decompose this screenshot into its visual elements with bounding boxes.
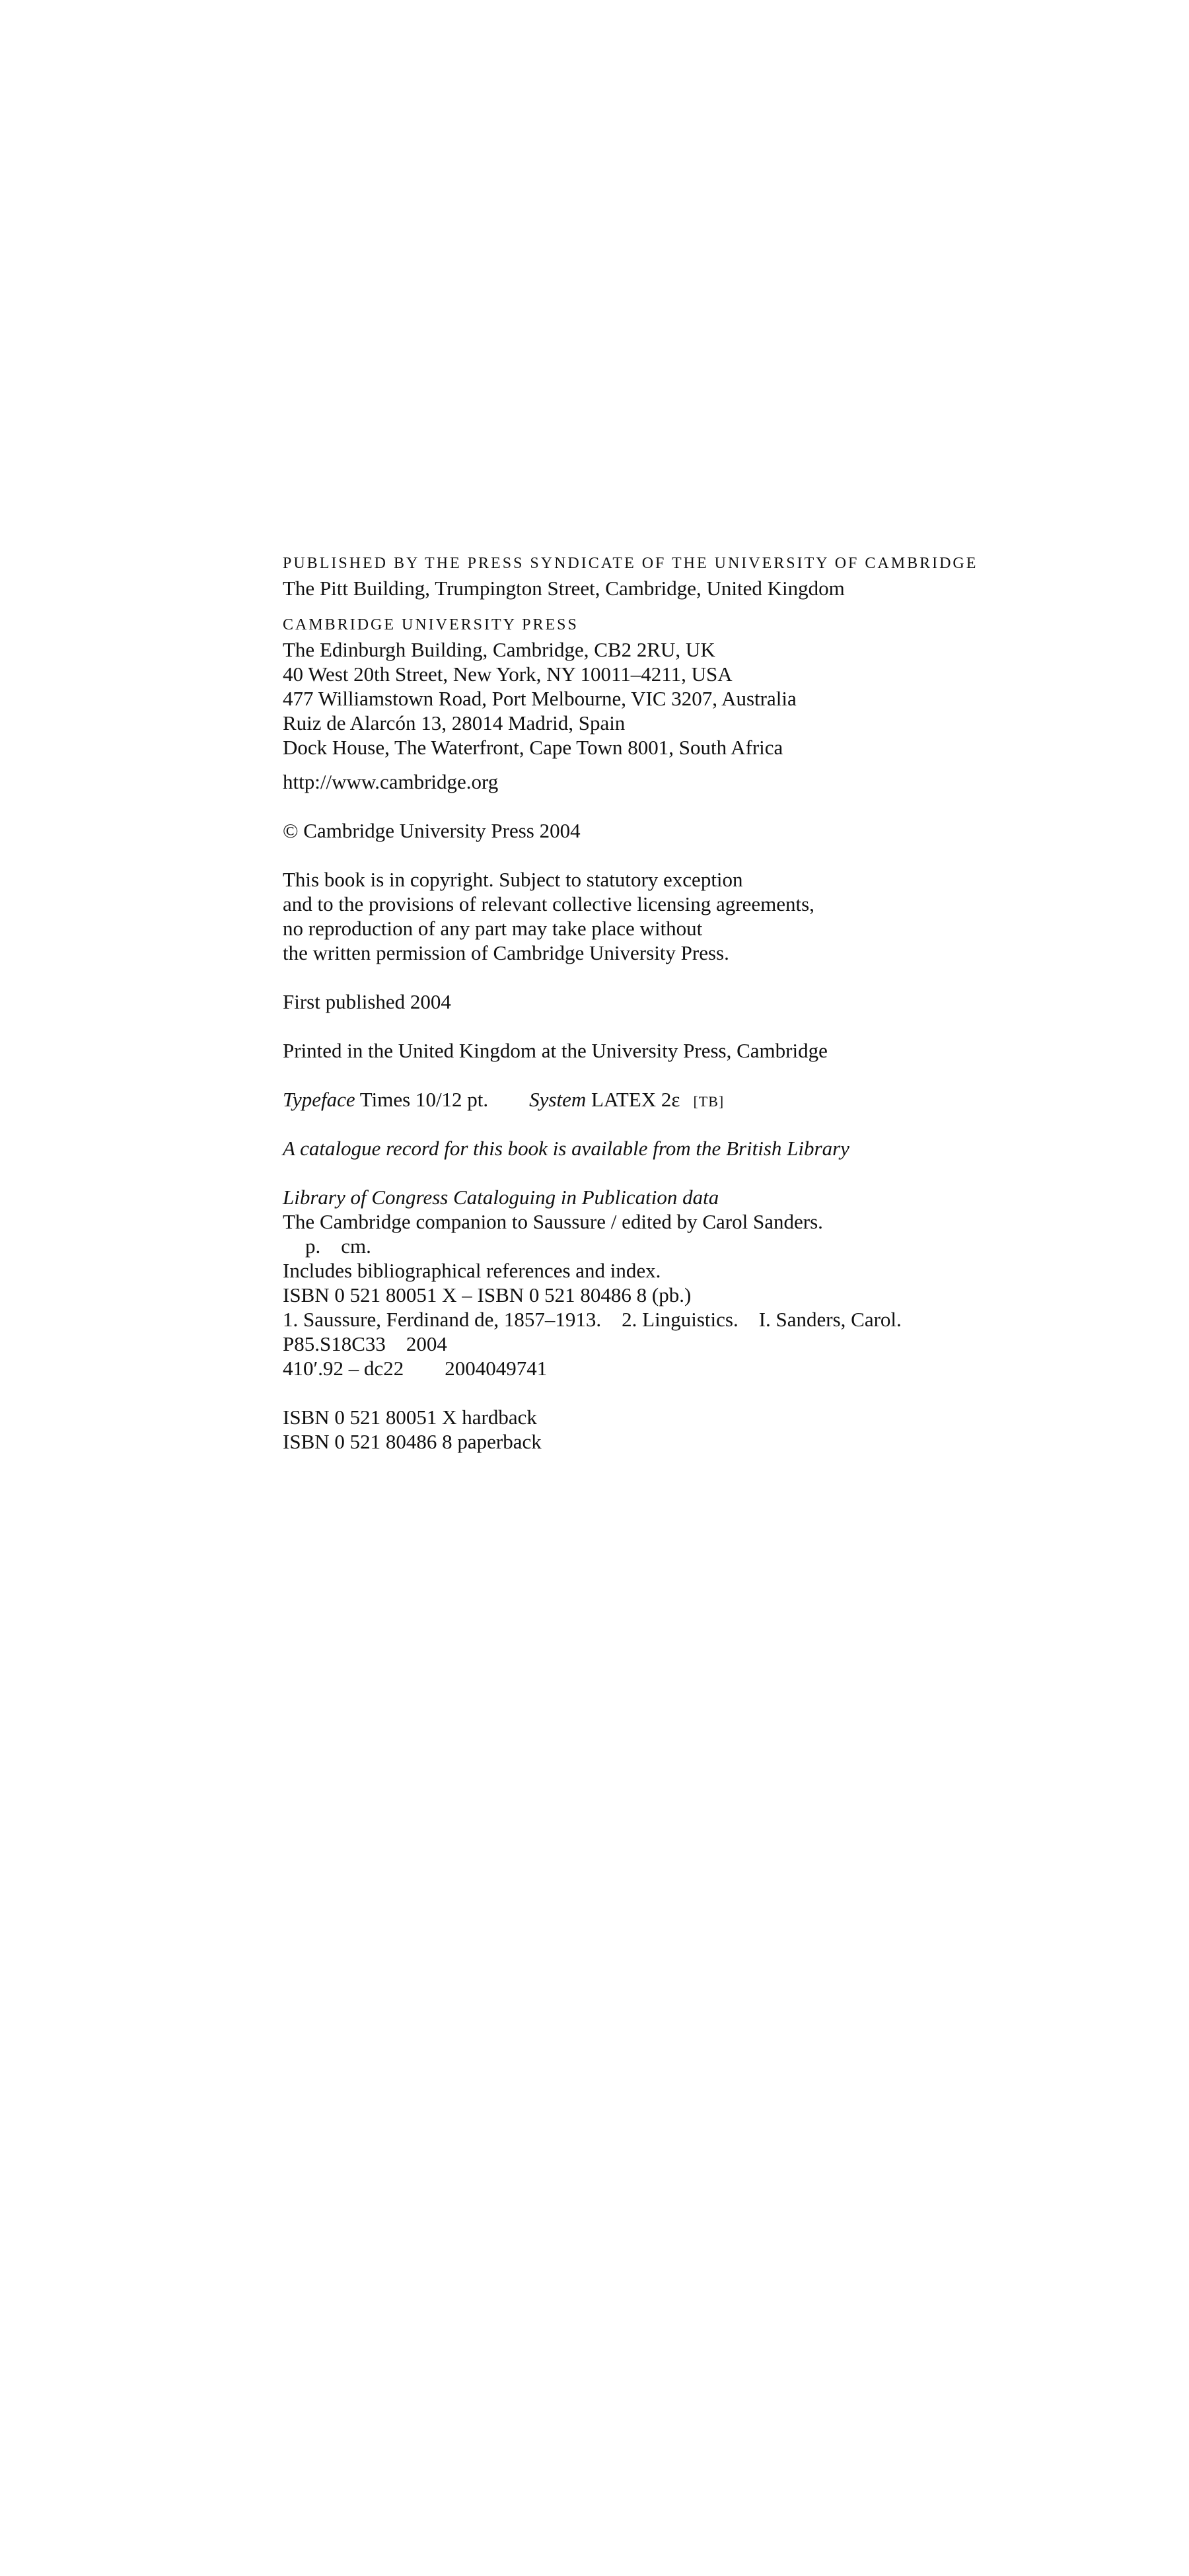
cip-heading: Library of Congress Cataloguing in Publication data	[283, 1186, 719, 1209]
rights-line: and to the provisions of relevant collective licensing agreements,	[283, 892, 814, 915]
copyright-notice: © Cambridge University Press 2004	[283, 819, 581, 842]
isbn-paperback: ISBN 0 521 80486 8 paperback	[283, 1430, 542, 1453]
catalogue-record: A catalogue record for this book is available from the British Library	[283, 1137, 849, 1160]
first-published-block	[283, 989, 1161, 1014]
press-syndicate-heading: PUBLISHED BY THE PRESS SYNDICATE OF THE UNIVERSITY OF CAMBRIDGE	[283, 555, 978, 572]
cup-address-south-africa: Dock House, The Waterfront, Cape Town 8001, South Africa	[283, 736, 783, 759]
rights-block	[283, 867, 1161, 965]
printed-statement: Printed in the United Kingdom at the University Press, Cambridge	[283, 1039, 828, 1062]
cip-subjects-line: 1. Saussure, Ferdinand de, 1857–1913. 2. Linguistics. I. Sanders, Carol.	[283, 1308, 902, 1331]
typesetting-row	[283, 1087, 1161, 1114]
first-published: First published 2004	[283, 990, 451, 1013]
url-block	[283, 769, 1161, 794]
typeface-value: Times 10/12 pt.	[359, 1088, 489, 1111]
isbn-hardback: ISBN 0 521 80051 X hardback	[283, 1406, 537, 1429]
cup-address-australia: 477 Williamstown Road, Port Melbourne, VIC 3207, Australia	[283, 687, 797, 710]
copyright-block	[283, 818, 1161, 843]
press-syndicate-address: The Pitt Building, Trumpington Street, Cambridge, United Kingdom	[283, 577, 845, 600]
cip-notes-line: Includes bibliographical references and index.	[283, 1259, 661, 1282]
catalogue-block	[283, 1136, 1161, 1161]
cup-address-spain: Ruiz de Alarcón 13, 28014 Madrid, Spain	[283, 711, 626, 734]
typeface-label: Typeface	[283, 1088, 355, 1111]
cip-title-line: The Cambridge companion to Saussure / edited by Carol Sanders.	[283, 1210, 823, 1233]
cup-addresses-block	[283, 613, 1161, 760]
press-syndicate-block	[283, 552, 1161, 600]
cip-isbn-line: ISBN 0 521 80051 X – ISBN 0 521 80486 8 (pb.)	[283, 1283, 692, 1306]
rights-line: no reproduction of any part may take place without	[283, 917, 703, 940]
cup-address-uk: The Edinburgh Building, Cambridge, CB2 2RU, UK	[283, 638, 715, 661]
printed-block	[283, 1038, 1161, 1063]
system-value: LATEX 2ε	[591, 1088, 680, 1111]
publisher-url: http://www.cambridge.org	[283, 770, 499, 793]
cip-collation-line: p. cm.	[305, 1234, 371, 1258]
rights-line: the written permission of Cambridge University Press.	[283, 941, 729, 964]
typesetter-tag: [TB]	[693, 1093, 725, 1110]
rights-line: This book is in copyright. Subject to statutory exception	[283, 868, 743, 891]
system-label: System	[529, 1088, 587, 1111]
cup-address-usa: 40 West 20th Street, New York, NY 10011–4211, USA	[283, 662, 733, 686]
isbn-block	[283, 1405, 1161, 1454]
typesetting-block	[283, 1087, 1161, 1114]
cip-classification-line: P85.S18C33 2004	[283, 1332, 447, 1355]
cup-heading: CAMBRIDGE UNIVERSITY PRESS	[283, 616, 579, 633]
cip-block	[283, 1185, 1161, 1380]
cip-dewey-line: 410′.92 – dc22 2004049741	[283, 1357, 548, 1380]
